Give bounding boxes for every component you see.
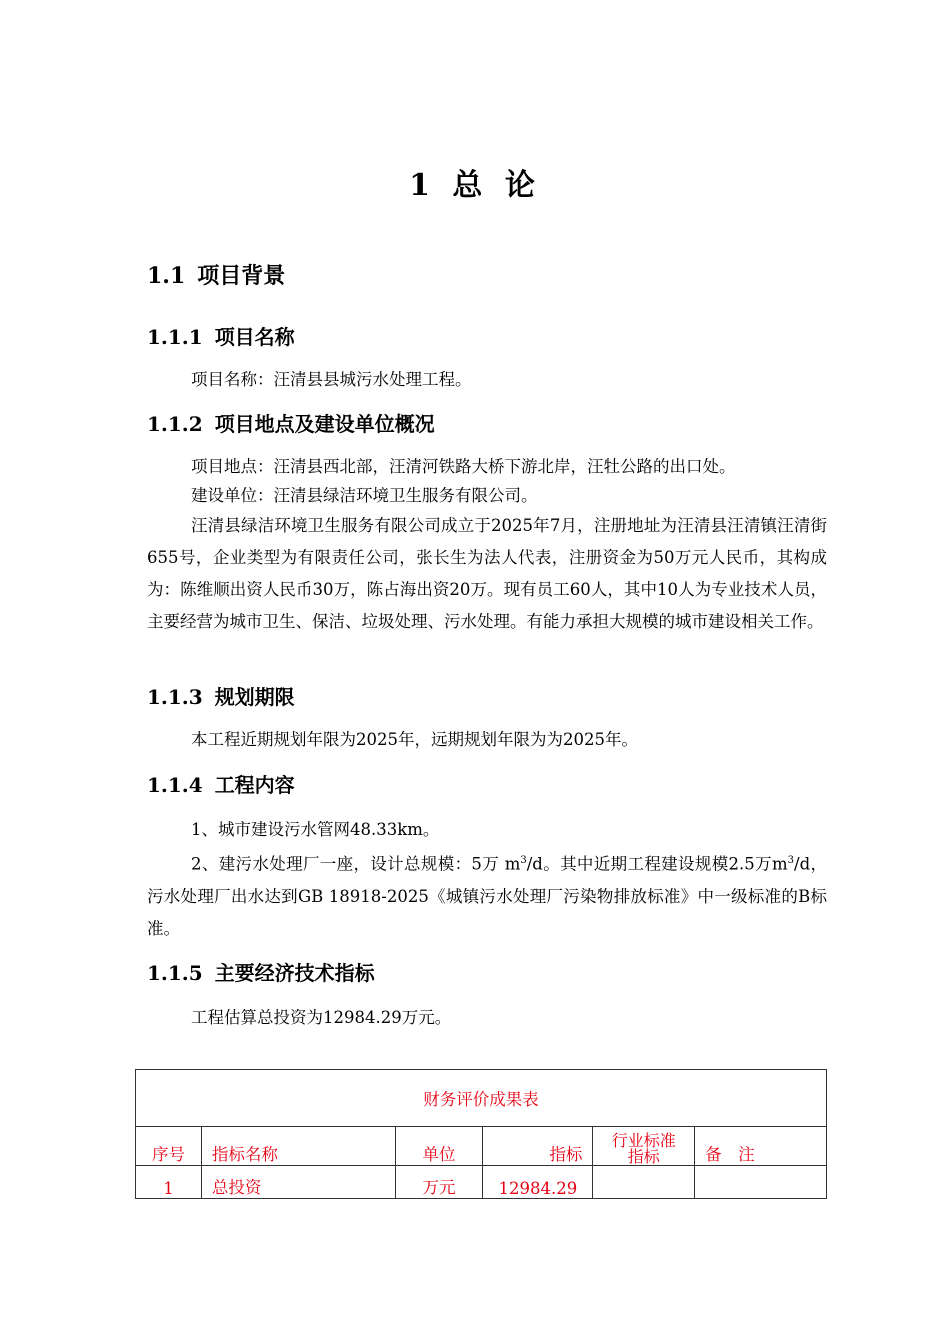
section-heading-1-1-1	[147, 321, 295, 350]
header-unit: 单位	[395, 1127, 483, 1166]
header-std-line2: 指标	[627, 1147, 660, 1166]
section-heading-1-1-4	[147, 769, 295, 798]
chapter-title: 1 总 论	[409, 168, 541, 203]
construction-unit-text: 建设单位：汪清县绿洁环境卫生服务有限公司。	[191, 486, 538, 505]
total-investment-text: 工程估算总投资为12984.29万元。	[191, 1008, 452, 1027]
section-number: 1.1.1	[147, 325, 203, 349]
section-heading-1-1-2	[147, 408, 435, 437]
section-title: 项目地点及建设单位概况	[214, 412, 435, 436]
header-std-line1: 行业标准	[611, 1131, 676, 1150]
section-title: 主要经济技术指标	[214, 961, 375, 985]
section-heading-1-1-5	[147, 957, 375, 986]
table-caption: 财务评价成果表	[136, 1070, 827, 1127]
superscript-cubic: 3	[787, 855, 795, 866]
item2-part-a: 2、建污水处理厂一座，设计总规模：5万 m	[191, 854, 521, 874]
financial-evaluation-table	[135, 1069, 827, 1199]
cell-unit: 万元	[395, 1166, 483, 1199]
cell-value: 12984.29	[483, 1166, 593, 1199]
section-title: 工程内容	[214, 773, 295, 797]
content-item-2	[147, 845, 827, 945]
item2-part-c: /d，污水处理厂出水达到GB 18918-2025《城镇污水处理厂污染物排放标准》中一级标准的B标准。	[147, 854, 828, 938]
project-name-text: 项目名称：汪清县县城污水处理工程。	[191, 370, 472, 389]
company-description-paragraph: 汪清县绿洁环境卫生服务有限公司成立于2025年7月，注册地址为汪清县汪清镇汪清街655号，企业类型为有限责任公司，张长生为法人代表，注册资金为50万元人民币，其构成为：陈维顺出资人民币30万，陈占海出资20万。现有员工60人，其中10人为专业技术人员，主要经营为城市卫生、保洁、垃圾处理、污水处理。有能力承担大规模的城市建设相关工作。	[147, 516, 827, 631]
table-header-row	[136, 1127, 827, 1166]
cell-note	[695, 1166, 827, 1199]
section-title: 项目背景	[197, 263, 286, 289]
item2-part-b: /d。其中近期工程建设规模2.5万m	[526, 854, 788, 874]
section-number: 1.1.2	[147, 412, 203, 436]
header-note: 备 注	[695, 1127, 827, 1166]
section-number: 1.1.5	[147, 961, 203, 985]
project-location-text: 项目地点：汪清县西北部，汪清河铁路大桥下游北岸，汪牡公路的出口处。	[191, 457, 736, 476]
table-caption-row	[136, 1070, 827, 1127]
section-title: 项目名称	[214, 325, 295, 349]
content-item-1: 1、城市建设污水管网48.33km。	[191, 820, 440, 839]
section-heading-1-1	[147, 259, 285, 290]
section-number: 1.1	[147, 263, 186, 289]
cell-name: 总投资	[201, 1166, 395, 1199]
section-number: 1.1.4	[147, 773, 203, 797]
cell-no: 1	[136, 1166, 202, 1199]
superscript-cubic: 3	[520, 855, 527, 866]
cell-std	[593, 1166, 695, 1199]
header-value: 指标	[483, 1127, 593, 1166]
section-number: 1.1.3	[147, 685, 203, 709]
section-heading-1-1-3	[147, 681, 295, 710]
planning-period-text: 本工程近期规划年限为2025年，远期规划年限为为2025年。	[191, 730, 638, 749]
header-name: 指标名称	[201, 1127, 395, 1166]
table-row	[136, 1166, 827, 1199]
section-title: 规划期限	[214, 685, 295, 709]
header-no: 序号	[136, 1127, 202, 1166]
header-industry-standard	[593, 1127, 695, 1166]
